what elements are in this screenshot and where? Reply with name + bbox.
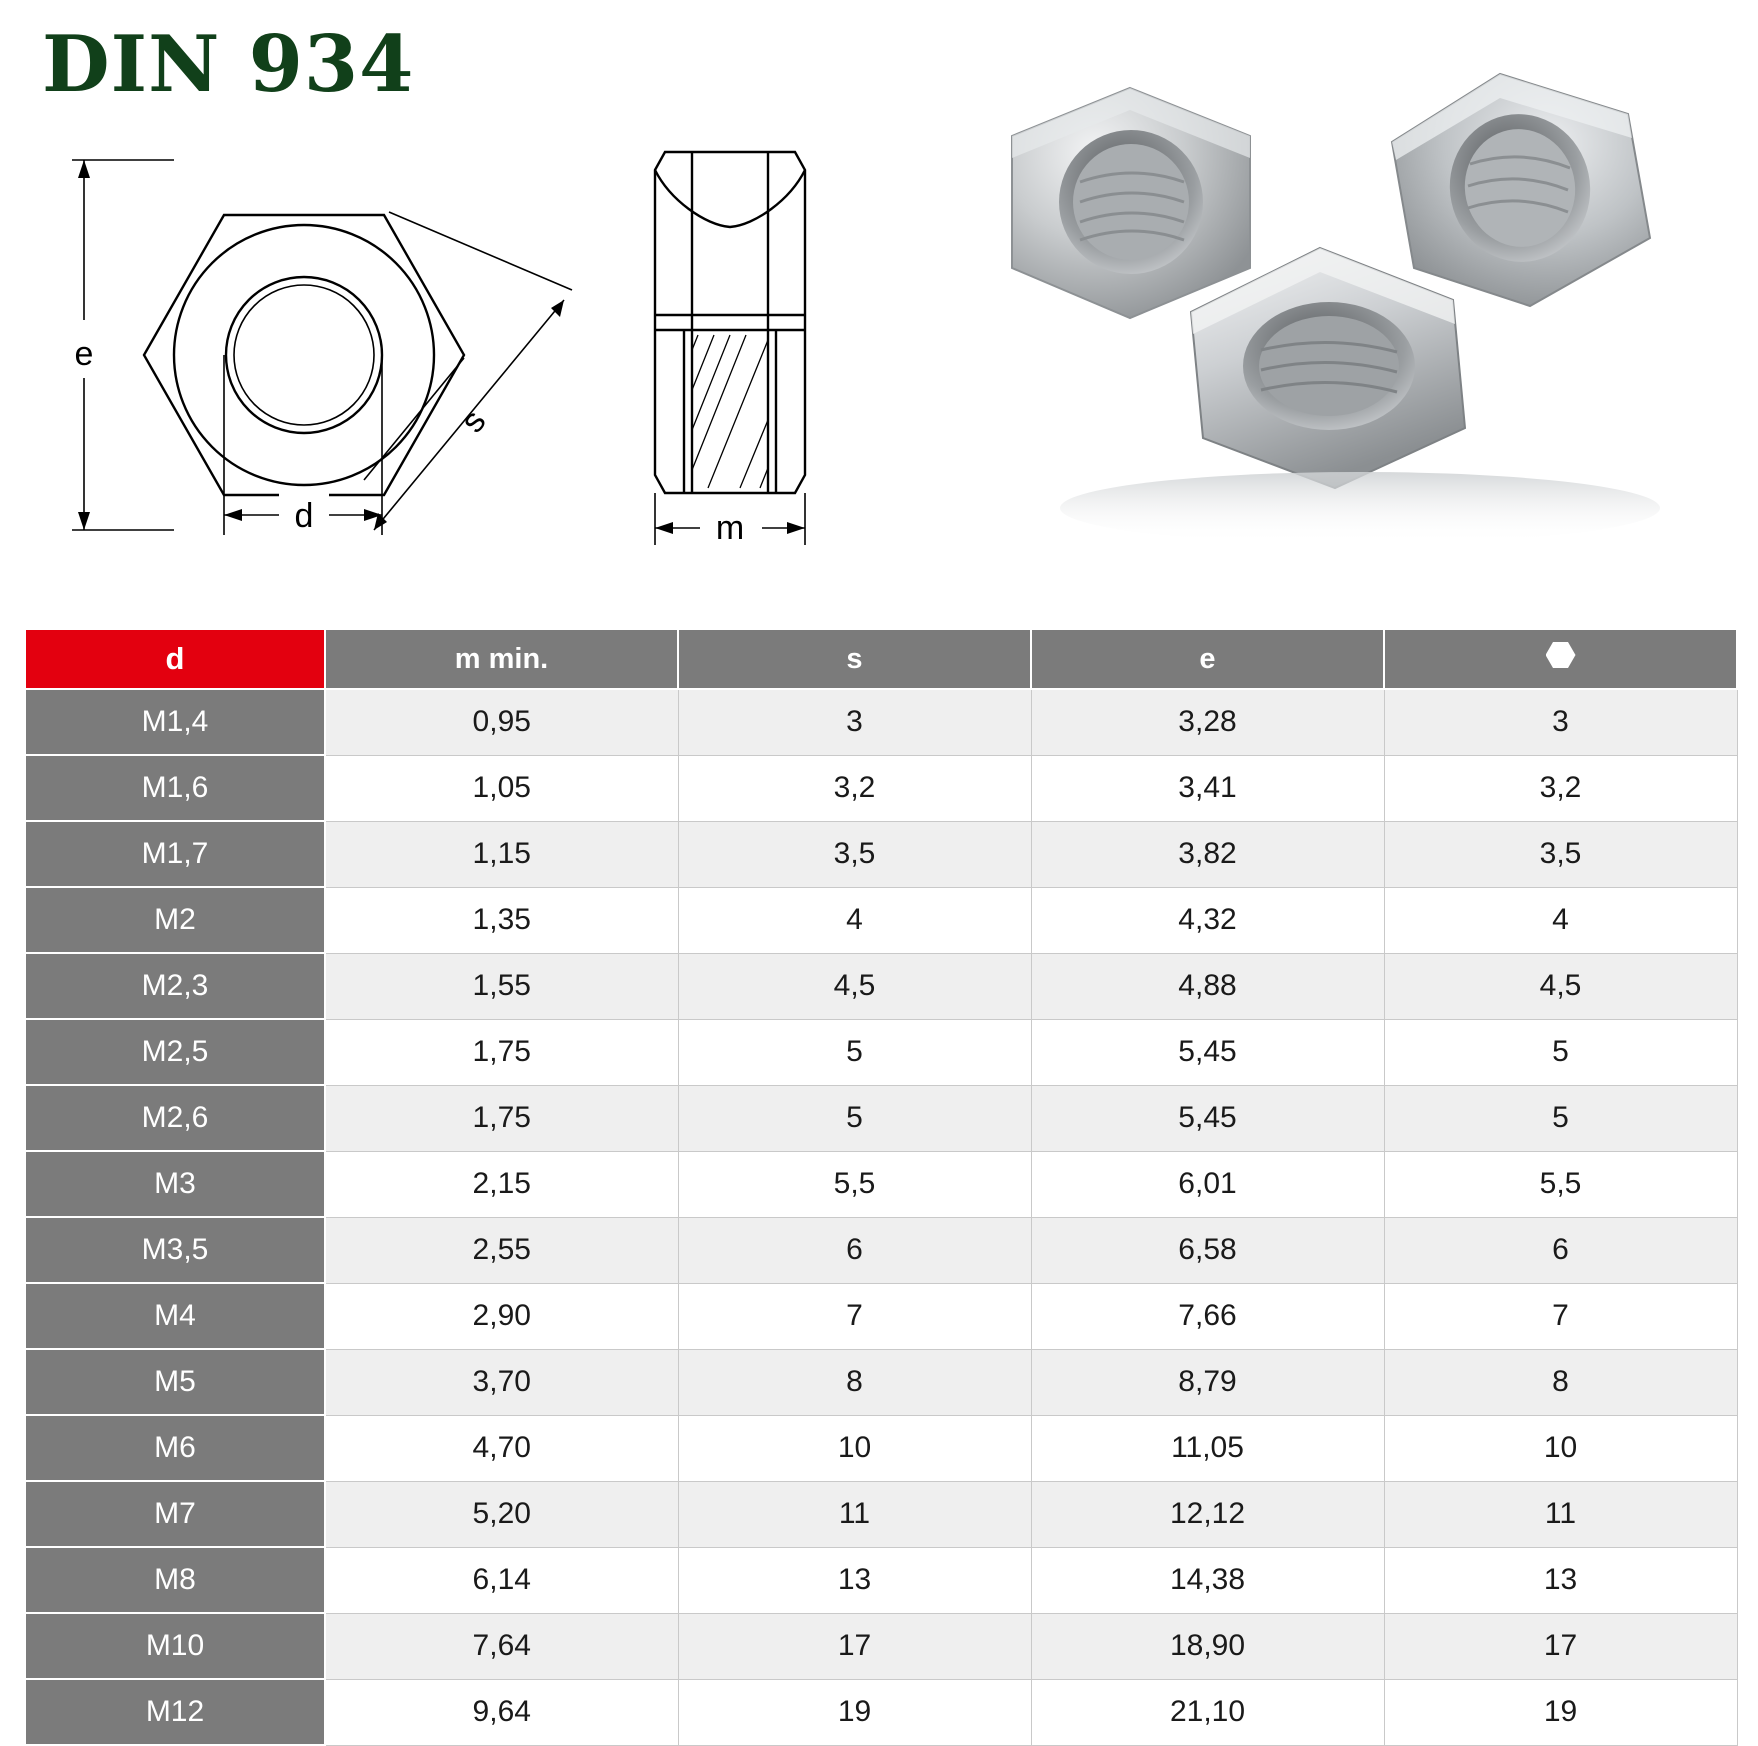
- table-row: [25, 1349, 1737, 1415]
- cell-hex-size: 4,5: [1384, 953, 1737, 1019]
- cell-s: 11: [678, 1481, 1031, 1547]
- row-label-thread-size: M8: [25, 1547, 325, 1613]
- cell-m-min: 1,75: [325, 1085, 678, 1151]
- hex-nut-front-view-drawing: [24, 140, 624, 560]
- column-header-d: d: [25, 629, 325, 689]
- technical-drawing-header: [0, 0, 1758, 620]
- cell-m-min: 2,55: [325, 1217, 678, 1283]
- column-header-e: e: [1031, 629, 1384, 689]
- cell-s: 6: [678, 1217, 1031, 1283]
- column-header-m-min: m min.: [325, 629, 678, 689]
- row-label-thread-size: M2,3: [25, 953, 325, 1019]
- hexagon-icon: [1546, 642, 1576, 668]
- row-label-thread-size: M2: [25, 887, 325, 953]
- table-row: [25, 1151, 1737, 1217]
- cell-m-min: 1,05: [325, 755, 678, 821]
- cell-hex-size: 13: [1384, 1547, 1737, 1613]
- cell-e: 7,66: [1031, 1283, 1384, 1349]
- cell-hex-size: 5,5: [1384, 1151, 1737, 1217]
- cell-s: 13: [678, 1547, 1031, 1613]
- cell-s: 10: [678, 1415, 1031, 1481]
- cell-e: 18,90: [1031, 1613, 1384, 1679]
- cell-s: 5: [678, 1019, 1031, 1085]
- cell-m-min: 1,35: [325, 887, 678, 953]
- cell-hex-size: 17: [1384, 1613, 1737, 1679]
- cell-e: 8,79: [1031, 1349, 1384, 1415]
- dimensions-table: [24, 628, 1738, 1746]
- cell-m-min: 3,70: [325, 1349, 678, 1415]
- dim-label-d: d: [294, 496, 314, 535]
- table-row: [25, 1613, 1737, 1679]
- row-label-thread-size: M1,4: [25, 689, 325, 755]
- cell-hex-size: 5: [1384, 1085, 1737, 1151]
- cell-s: 3,2: [678, 755, 1031, 821]
- row-label-thread-size: M4: [25, 1283, 325, 1349]
- cell-hex-size: 4: [1384, 887, 1737, 953]
- cell-s: 8: [678, 1349, 1031, 1415]
- table-row: [25, 1283, 1737, 1349]
- column-header-hex: [1384, 629, 1737, 689]
- cell-hex-size: 3: [1384, 689, 1737, 755]
- dim-label-s: s: [453, 402, 494, 440]
- cell-s: 7: [678, 1283, 1031, 1349]
- cell-e: 5,45: [1031, 1085, 1384, 1151]
- row-label-thread-size: M6: [25, 1415, 325, 1481]
- table-row: [25, 1679, 1737, 1745]
- cell-s: 5,5: [678, 1151, 1031, 1217]
- cell-hex-size: 3,5: [1384, 821, 1737, 887]
- row-label-thread-size: M2,6: [25, 1085, 325, 1151]
- cell-m-min: 6,14: [325, 1547, 678, 1613]
- row-label-thread-size: M7: [25, 1481, 325, 1547]
- table-row: [25, 689, 1737, 755]
- cell-hex-size: 11: [1384, 1481, 1737, 1547]
- hex-nut-side-section-icon: [600, 130, 920, 560]
- page-title: DIN 934: [42, 19, 415, 110]
- cell-e: 12,12: [1031, 1481, 1384, 1547]
- table-row: [25, 821, 1737, 887]
- cell-s: 3,5: [678, 821, 1031, 887]
- cell-hex-size: 6: [1384, 1217, 1737, 1283]
- dim-label-m: m: [715, 508, 745, 547]
- row-label-thread-size: M3: [25, 1151, 325, 1217]
- dim-label-e: e: [74, 334, 94, 373]
- hex-nut-side-view-drawing: [600, 130, 920, 560]
- cell-hex-size: 8: [1384, 1349, 1737, 1415]
- row-label-thread-size: M12: [25, 1679, 325, 1745]
- table-row: [25, 1019, 1737, 1085]
- cell-e: 3,82: [1031, 821, 1384, 887]
- cell-m-min: 9,64: [325, 1679, 678, 1745]
- cell-e: 21,10: [1031, 1679, 1384, 1745]
- cell-e: 3,41: [1031, 755, 1384, 821]
- table-row: [25, 1547, 1737, 1613]
- table-row: [25, 1217, 1737, 1283]
- row-label-thread-size: M1,7: [25, 821, 325, 887]
- column-header-s: s: [678, 629, 1031, 689]
- table-row: [25, 1415, 1737, 1481]
- cell-m-min: 1,15: [325, 821, 678, 887]
- cell-s: 4,5: [678, 953, 1031, 1019]
- cell-e: 11,05: [1031, 1415, 1384, 1481]
- cell-e: 6,01: [1031, 1151, 1384, 1217]
- cell-hex-size: 3,2: [1384, 755, 1737, 821]
- row-label-thread-size: M5: [25, 1349, 325, 1415]
- table-body: [25, 689, 1737, 1745]
- cell-hex-size: 10: [1384, 1415, 1737, 1481]
- cell-s: 3: [678, 689, 1031, 755]
- cell-e: 4,88: [1031, 953, 1384, 1019]
- hex-nut-front-view-icon: [24, 140, 624, 560]
- cell-m-min: 1,55: [325, 953, 678, 1019]
- cell-s: 4: [678, 887, 1031, 953]
- cell-m-min: 2,90: [325, 1283, 678, 1349]
- cell-m-min: 1,75: [325, 1019, 678, 1085]
- cell-m-min: 4,70: [325, 1415, 678, 1481]
- cell-m-min: 0,95: [325, 689, 678, 755]
- cell-e: 6,58: [1031, 1217, 1384, 1283]
- table-row: [25, 953, 1737, 1019]
- row-label-thread-size: M10: [25, 1613, 325, 1679]
- cell-e: 5,45: [1031, 1019, 1384, 1085]
- cell-hex-size: 5: [1384, 1019, 1737, 1085]
- table-row: [25, 755, 1737, 821]
- cell-e: 3,28: [1031, 689, 1384, 755]
- stainless-hex-nuts-photo-icon: [960, 60, 1750, 560]
- row-label-thread-size: M3,5: [25, 1217, 325, 1283]
- cell-hex-size: 7: [1384, 1283, 1737, 1349]
- table-row: [25, 1481, 1737, 1547]
- cell-s: 17: [678, 1613, 1031, 1679]
- hex-nuts-photo: [960, 60, 1750, 560]
- dimensions-table-wrapper: [24, 628, 1736, 1746]
- table-header-row: [25, 629, 1737, 689]
- table-row: [25, 887, 1737, 953]
- row-label-thread-size: M1,6: [25, 755, 325, 821]
- cell-m-min: 2,15: [325, 1151, 678, 1217]
- table-row: [25, 1085, 1737, 1151]
- cell-m-min: 7,64: [325, 1613, 678, 1679]
- cell-s: 19: [678, 1679, 1031, 1745]
- cell-s: 5: [678, 1085, 1031, 1151]
- cell-e: 4,32: [1031, 887, 1384, 953]
- cell-m-min: 5,20: [325, 1481, 678, 1547]
- cell-hex-size: 19: [1384, 1679, 1737, 1745]
- cell-e: 14,38: [1031, 1547, 1384, 1613]
- row-label-thread-size: M2,5: [25, 1019, 325, 1085]
